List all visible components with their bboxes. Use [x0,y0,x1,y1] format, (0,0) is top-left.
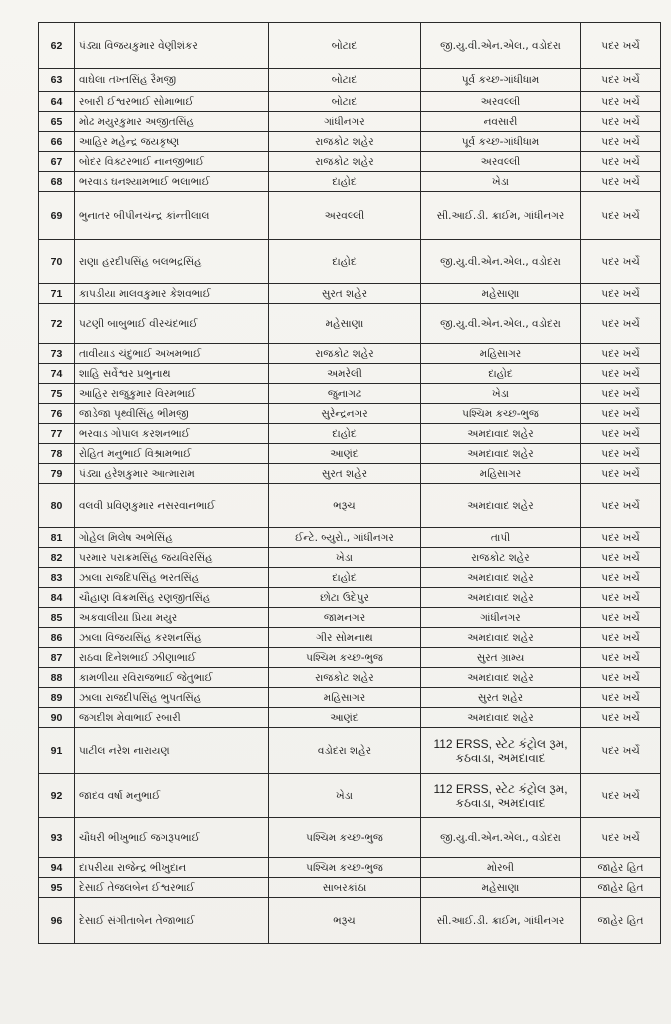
serial-number-cell: 94 [39,858,75,878]
employee-name-cell: અકવાલીયા પ્રિયા મયુર [75,608,269,628]
current-posting-cell: આણંદ [269,708,421,728]
table-row [39,568,661,588]
transfer-remark-cell: પદર ખર્ચે [581,648,661,668]
employee-name-cell: મોઢ મયુરકુમાર અજીતસિંહ [75,112,269,132]
serial-number-cell: 95 [39,878,75,898]
employee-name-cell: ભરવાડ ગોપાલ કરશનભાઈ [75,424,269,444]
transfer-remark-cell: પદર ખર્ચે [581,568,661,588]
new-posting-cell: સી.આઈ.ડી. ક્રાઈમ, ગાંધીનગર [421,192,581,240]
employee-name-cell: ગોહેલ મિલેષ અભેસિંહ [75,528,269,548]
employee-name-cell: પંડ્યા વિજયકુમાર વેણીશંકર [75,23,269,69]
current-posting-cell: પશ્ચિમ કચ્છ-ભુજ [269,818,421,858]
current-posting-cell: ઈન્ટે. બ્યુરો., ગાંધીનગર [269,528,421,548]
table-row [39,404,661,424]
transfer-remark-cell: પદર ખર્ચે [581,528,661,548]
transfer-remark-cell: પદર ખર્ચે [581,484,661,528]
serial-number-cell: 78 [39,444,75,464]
new-posting-cell: ખેડા [421,384,581,404]
employee-name-cell: પટણી બાબુભાઈ વીરચંદભાઈ [75,304,269,344]
new-posting-cell: 112 ERSS, સ્ટેટ કંટ્રોલ રૂમ, કઠવાડા, અમદાવાદ [421,774,581,818]
transfer-table-body [39,23,661,944]
serial-number-cell: 72 [39,304,75,344]
employee-name-cell: દાપરીયા રાજેન્દ્ર ભીખુદાન [75,858,269,878]
current-posting-cell: દાહોદ [269,240,421,284]
current-posting-cell: બોટાદ [269,69,421,92]
table-row [39,648,661,668]
employee-name-cell: વલવી પ્રવિણકુમાર નસરવાનભાઈ [75,484,269,528]
employee-name-cell: જાદવ વર્ષા મનુભાઈ [75,774,269,818]
new-posting-cell: અમદાવાદ શહેર [421,444,581,464]
new-posting-cell: મહેસાણા [421,284,581,304]
employee-name-cell: ઝાલા વિજયસિંહ કરશનસિંહ [75,628,269,648]
new-posting-cell: અમદાવાદ શહેર [421,484,581,528]
new-posting-cell: ખેડા [421,172,581,192]
table-row [39,628,661,648]
new-posting-cell: અમદાવાદ શહેર [421,424,581,444]
current-posting-cell: બોટાદ [269,23,421,69]
current-posting-cell: બોટાદ [269,92,421,112]
current-posting-cell: આણંદ [269,444,421,464]
serial-number-cell: 73 [39,344,75,364]
new-posting-cell: પૂર્વ કચ્છ-ગાંધીધામ [421,132,581,152]
new-posting-cell: અમદાવાદ શહેર [421,668,581,688]
serial-number-cell: 89 [39,688,75,708]
current-posting-cell: દાહોદ [269,424,421,444]
current-posting-cell: જામનગર [269,608,421,628]
new-posting-cell: 112 ERSS, સ્ટેટ કંટ્રોલ રૂમ, કઠવાડા, અમદાવાદ [421,728,581,774]
employee-name-cell: ઝાલા રાજદીપસિંહ ભુપતસિંહ [75,688,269,708]
serial-number-cell: 67 [39,152,75,172]
serial-number-cell: 74 [39,364,75,384]
table-row [39,878,661,898]
transfer-remark-cell: પદર ખર્ચે [581,628,661,648]
employee-name-cell: રોહિત મનુભાઈ વિશ્રામભાઈ [75,444,269,464]
table-row [39,548,661,568]
new-posting-cell: પૂર્વ કચ્છ-ગાંધીધામ [421,69,581,92]
current-posting-cell: ખેડા [269,774,421,818]
transfer-remark-cell: પદર ખર્ચે [581,588,661,608]
new-posting-cell: જી.યુ.વી.એન.એલ., વડોદરા [421,818,581,858]
table-row [39,69,661,92]
serial-number-cell: 83 [39,568,75,588]
employee-name-cell: ઝાલા રાજદિપસિંહ ભરતસિંહ [75,568,269,588]
new-posting-cell: અમદાવાદ શહેર [421,708,581,728]
transfer-remark-cell: પદર ખર્ચે [581,818,661,858]
serial-number-cell: 81 [39,528,75,548]
serial-number-cell: 62 [39,23,75,69]
serial-number-cell: 96 [39,898,75,944]
transfer-remark-cell: પદર ખર્ચે [581,404,661,424]
current-posting-cell: પશ્ચિમ કચ્છ-ભુજ [269,648,421,668]
current-posting-cell: ગાંધીનગર [269,112,421,132]
table-row [39,444,661,464]
transfer-table [38,22,661,944]
current-posting-cell: મહિસાગર [269,688,421,708]
serial-number-cell: 71 [39,284,75,304]
serial-number-cell: 64 [39,92,75,112]
serial-number-cell: 65 [39,112,75,132]
table-row [39,588,661,608]
transfer-remark-cell: જાહેર હિત [581,898,661,944]
serial-number-cell: 70 [39,240,75,284]
current-posting-cell: પશ્ચિમ કચ્છ-ભુજ [269,858,421,878]
table-row [39,818,661,858]
employee-name-cell: રબારી ઈશ્વરભાઈ સોમાભાઈ [75,92,269,112]
current-posting-cell: સાબરકાંઠા [269,878,421,898]
transfer-remark-cell: પદર ખર્ચે [581,284,661,304]
table-row [39,304,661,344]
serial-number-cell: 63 [39,69,75,92]
table-row [39,608,661,628]
new-posting-cell: અમદાવાદ શહેર [421,588,581,608]
new-posting-cell: મહિસાગર [421,344,581,364]
table-row [39,152,661,172]
table-row [39,384,661,404]
new-posting-cell: જી.યુ.વી.એન.એલ., વડોદરા [421,240,581,284]
serial-number-cell: 77 [39,424,75,444]
table-row [39,112,661,132]
new-posting-cell: મોરબી [421,858,581,878]
table-row [39,364,661,384]
table-row [39,344,661,364]
transfer-remark-cell: જાહેર હિત [581,878,661,898]
serial-number-cell: 87 [39,648,75,668]
table-row [39,898,661,944]
serial-number-cell: 93 [39,818,75,858]
table-row [39,464,661,484]
current-posting-cell: સુરત શહેર [269,464,421,484]
employee-name-cell: જગદીશ મેવાભાઈ રબારી [75,708,269,728]
table-row [39,23,661,69]
table-row [39,688,661,708]
current-posting-cell: દાહોદ [269,568,421,588]
transfer-remark-cell: પદર ખર્ચે [581,132,661,152]
new-posting-cell: રાજકોટ શહેર [421,548,581,568]
table-row [39,668,661,688]
employee-name-cell: કામળીયા રવિરાજભાઈ જેતુભાઈ [75,668,269,688]
new-posting-cell: ગાંધીનગર [421,608,581,628]
employee-name-cell: પાટીલ નરેશ નારાયણ [75,728,269,774]
table-row [39,858,661,878]
transfer-remark-cell: પદર ખર્ચે [581,668,661,688]
new-posting-cell: સુરત ગ્રામ્ય [421,648,581,668]
employee-name-cell: પરમાર પરાક્રમસિંહ જયવિરસિંહ [75,548,269,568]
table-row [39,484,661,528]
current-posting-cell: મહેસાણા [269,304,421,344]
transfer-remark-cell: પદર ખર્ચે [581,688,661,708]
transfer-remark-cell: પદર ખર્ચે [581,152,661,172]
serial-number-cell: 88 [39,668,75,688]
transfer-remark-cell: પદર ખર્ચે [581,774,661,818]
serial-number-cell: 66 [39,132,75,152]
current-posting-cell: ભરૂચ [269,484,421,528]
serial-number-cell: 91 [39,728,75,774]
new-posting-cell: દાહોદ [421,364,581,384]
employee-name-cell: ભરવાડ ઘનશ્યામભાઈ ભલાભાઈ [75,172,269,192]
current-posting-cell: અરવલ્લી [269,192,421,240]
serial-number-cell: 80 [39,484,75,528]
employee-name-cell: ભુનાતર બીપીનચંન્દ્ર કાંન્તીલાલ [75,192,269,240]
table-row [39,728,661,774]
transfer-remark-cell: પદર ખર્ચે [581,344,661,364]
serial-number-cell: 84 [39,588,75,608]
new-posting-cell: અમદાવાદ શહેર [421,628,581,648]
transfer-remark-cell: પદર ખર્ચે [581,92,661,112]
serial-number-cell: 68 [39,172,75,192]
transfer-remark-cell: પદર ખર્ચે [581,192,661,240]
new-posting-cell: તાપી [421,528,581,548]
table-row [39,240,661,284]
transfer-remark-cell: પદર ખર્ચે [581,728,661,774]
transfer-remark-cell: પદર ખર્ચે [581,548,661,568]
new-posting-cell: સી.આઈ.ડી. ક્રાઈમ, ગાંધીનગર [421,898,581,944]
table-row [39,774,661,818]
current-posting-cell: દાહોદ [269,172,421,192]
table-row [39,284,661,304]
transfer-remark-cell: પદર ખર્ચે [581,304,661,344]
current-posting-cell: રાજકોટ શહેર [269,132,421,152]
current-posting-cell: જુનાગઢ [269,384,421,404]
current-posting-cell: છોટા ઉદેપુર [269,588,421,608]
current-posting-cell: ભરૂચ [269,898,421,944]
serial-number-cell: 69 [39,192,75,240]
current-posting-cell: રાજકોટ શહેર [269,344,421,364]
new-posting-cell: પશ્ચિમ કચ્છ-ભુજ [421,404,581,424]
employee-name-cell: દેસાઈ તેજલબેન ઈશ્વરભાઈ [75,878,269,898]
transfer-remark-cell: પદર ખર્ચે [581,112,661,132]
current-posting-cell: ગીર સોમનાથ [269,628,421,648]
employee-name-cell: બોદર વિક્ટરભાઈ નાનજીભાઈ [75,152,269,172]
new-posting-cell: અમદાવાદ શહેર [421,568,581,588]
employee-name-cell: આહિર મહેન્દ્ર જયકૃષ્ણ [75,132,269,152]
transfer-remark-cell: પદર ખર્ચે [581,608,661,628]
current-posting-cell: રાજકોટ શહેર [269,152,421,172]
transfer-remark-cell: પદર ખર્ચે [581,172,661,192]
serial-number-cell: 92 [39,774,75,818]
serial-number-cell: 85 [39,608,75,628]
table-row [39,132,661,152]
new-posting-cell: જી.યુ.વી.એન.એલ., વડોદરા [421,304,581,344]
new-posting-cell: અરવલ્લી [421,92,581,112]
table-row [39,424,661,444]
transfer-remark-cell: પદર ખર્ચે [581,384,661,404]
new-posting-cell: નવસારી [421,112,581,132]
transfer-remark-cell: પદર ખર્ચે [581,364,661,384]
current-posting-cell: અમરેલી [269,364,421,384]
table-row [39,528,661,548]
employee-name-cell: દેસાઈ સંગીતાબેન તેજાભાઈ [75,898,269,944]
new-posting-cell: સુરત શહેર [421,688,581,708]
current-posting-cell: ખેડા [269,548,421,568]
employee-name-cell: જાડેજા પૃથ્વીસિંહ ભીમજી [75,404,269,424]
transfer-remark-cell: પદર ખર્ચે [581,424,661,444]
new-posting-cell: જી.યુ.વી.એન.એલ., વડોદરા [421,23,581,69]
new-posting-cell: મહિસાગર [421,464,581,484]
employee-name-cell: પંડ્યા હરેશકુમાર આત્મારામ [75,464,269,484]
serial-number-cell: 79 [39,464,75,484]
current-posting-cell: સુરેન્દ્રનગર [269,404,421,424]
transfer-remark-cell: પદર ખર્ચે [581,464,661,484]
current-posting-cell: સુરત શહેર [269,284,421,304]
transfer-remark-cell: પદર ખર્ચે [581,708,661,728]
current-posting-cell: વડોદરા શહેર [269,728,421,774]
transfer-remark-cell: પદર ખર્ચે [581,23,661,69]
employee-name-cell: ચૌધરી ભીખુભાઈ જગરૂપભાઈ [75,818,269,858]
transfer-remark-cell: જાહેર હિત [581,858,661,878]
table-row [39,172,661,192]
employee-name-cell: વાઘેલા તખ્તસિંહ રૈમજી [75,69,269,92]
employee-name-cell: રાઠવા દિનેશભાઈ ઝીણાભાઈ [75,648,269,668]
employee-name-cell: તાવીયાડ ચંદુભાઈ અખમભાઈ [75,344,269,364]
serial-number-cell: 75 [39,384,75,404]
serial-number-cell: 82 [39,548,75,568]
current-posting-cell: રાજકોટ શહેર [269,668,421,688]
employee-name-cell: રાણા હરદીપસિંહ બલભદ્રસિંહ [75,240,269,284]
employee-name-cell: આહિર રાજુકુમાર વિરમભાઈ [75,384,269,404]
employee-name-cell: કાપડીયા માલવકુમાર કેશવભાઈ [75,284,269,304]
table-row [39,708,661,728]
transfer-remark-cell: પદર ખર્ચે [581,69,661,92]
table-row [39,192,661,240]
serial-number-cell: 86 [39,628,75,648]
employee-name-cell: ચૌહાણ વિક્રમસિંહ રણજીતસિંહ [75,588,269,608]
new-posting-cell: અરવલ્લી [421,152,581,172]
serial-number-cell: 90 [39,708,75,728]
table-row [39,92,661,112]
transfer-remark-cell: પદર ખર્ચે [581,240,661,284]
employee-name-cell: શાહિ સર્વેશ્વર પ્રભુનાથ [75,364,269,384]
new-posting-cell: મહેસાણા [421,878,581,898]
serial-number-cell: 76 [39,404,75,424]
transfer-remark-cell: પદર ખર્ચે [581,444,661,464]
